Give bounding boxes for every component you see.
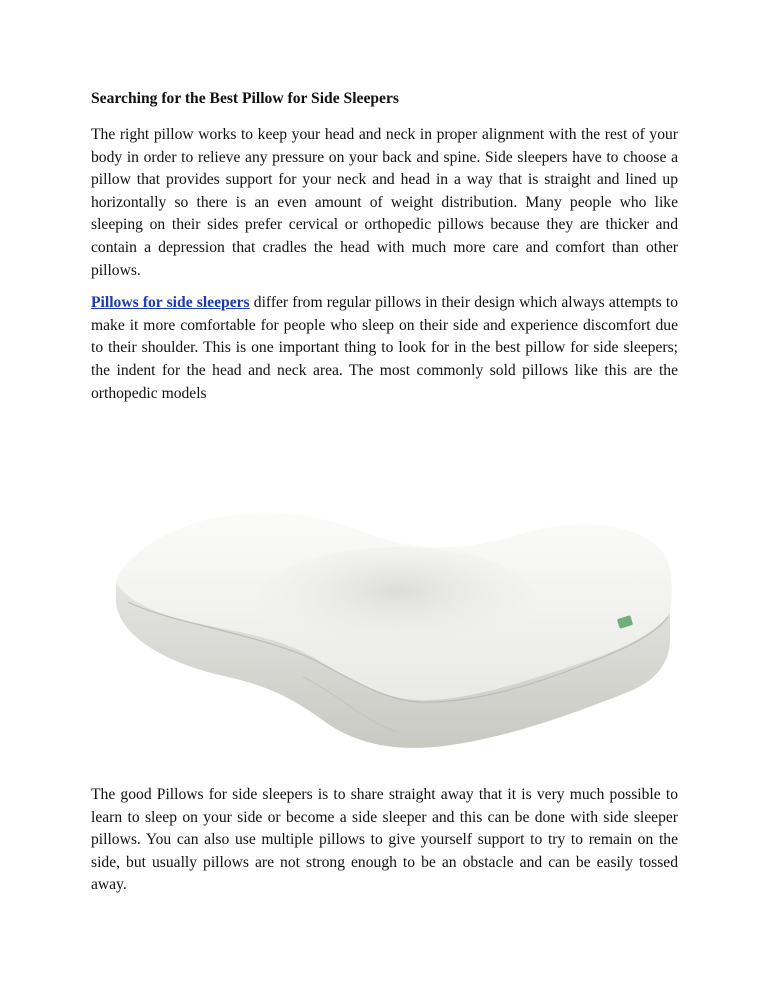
document-title: Searching for the Best Pillow for Side Sleepers [91,90,399,107]
paragraph-intro: The right pillow works to keep your head and neck in proper alignment with the rest of your body in order to relieve any pressure on your back and spine. Side sleepers have to choose a pillow that provides support for your neck and head in a way that is straight and lined up horizontally so there is an even amount of weight distribution. Many people who like sleeping on their sides prefer cervical or orthopedic pillows because they are thicker and contain a depression that cradles the head with much more care and comfort than other pillows. [91,126,678,279]
pillow-head-indent [258,547,538,657]
pillow-image [98,462,678,762]
pillow-illustration [98,462,678,762]
pillows-link[interactable]: Pillows for side sleepers [91,294,250,312]
paragraph-design [91,292,678,405]
paragraph-conclusion: The good Pillows for side sleepers is to share straight away that it is very much possible to learn to sleep on your side or become a side sleeper and this can be done with side sleeper pillows. You can also use multiple pillows to give yourself support to try to remain on the side, but usually pillows are not strong enough to be an obstacle and can be easily tossed away. [91,786,678,894]
paragraph-design-text: differ from regular pillows in their design which always attempts to make it more comfortable for people who sleep on their side and experience discomfort due to their shoulder. This is one important thing to look for in the best pillow for side sleepers; the indent for the head and neck area. The most commonly sold pillows like this are the orthopedic models [91,294,678,402]
document-body [91,88,678,415]
